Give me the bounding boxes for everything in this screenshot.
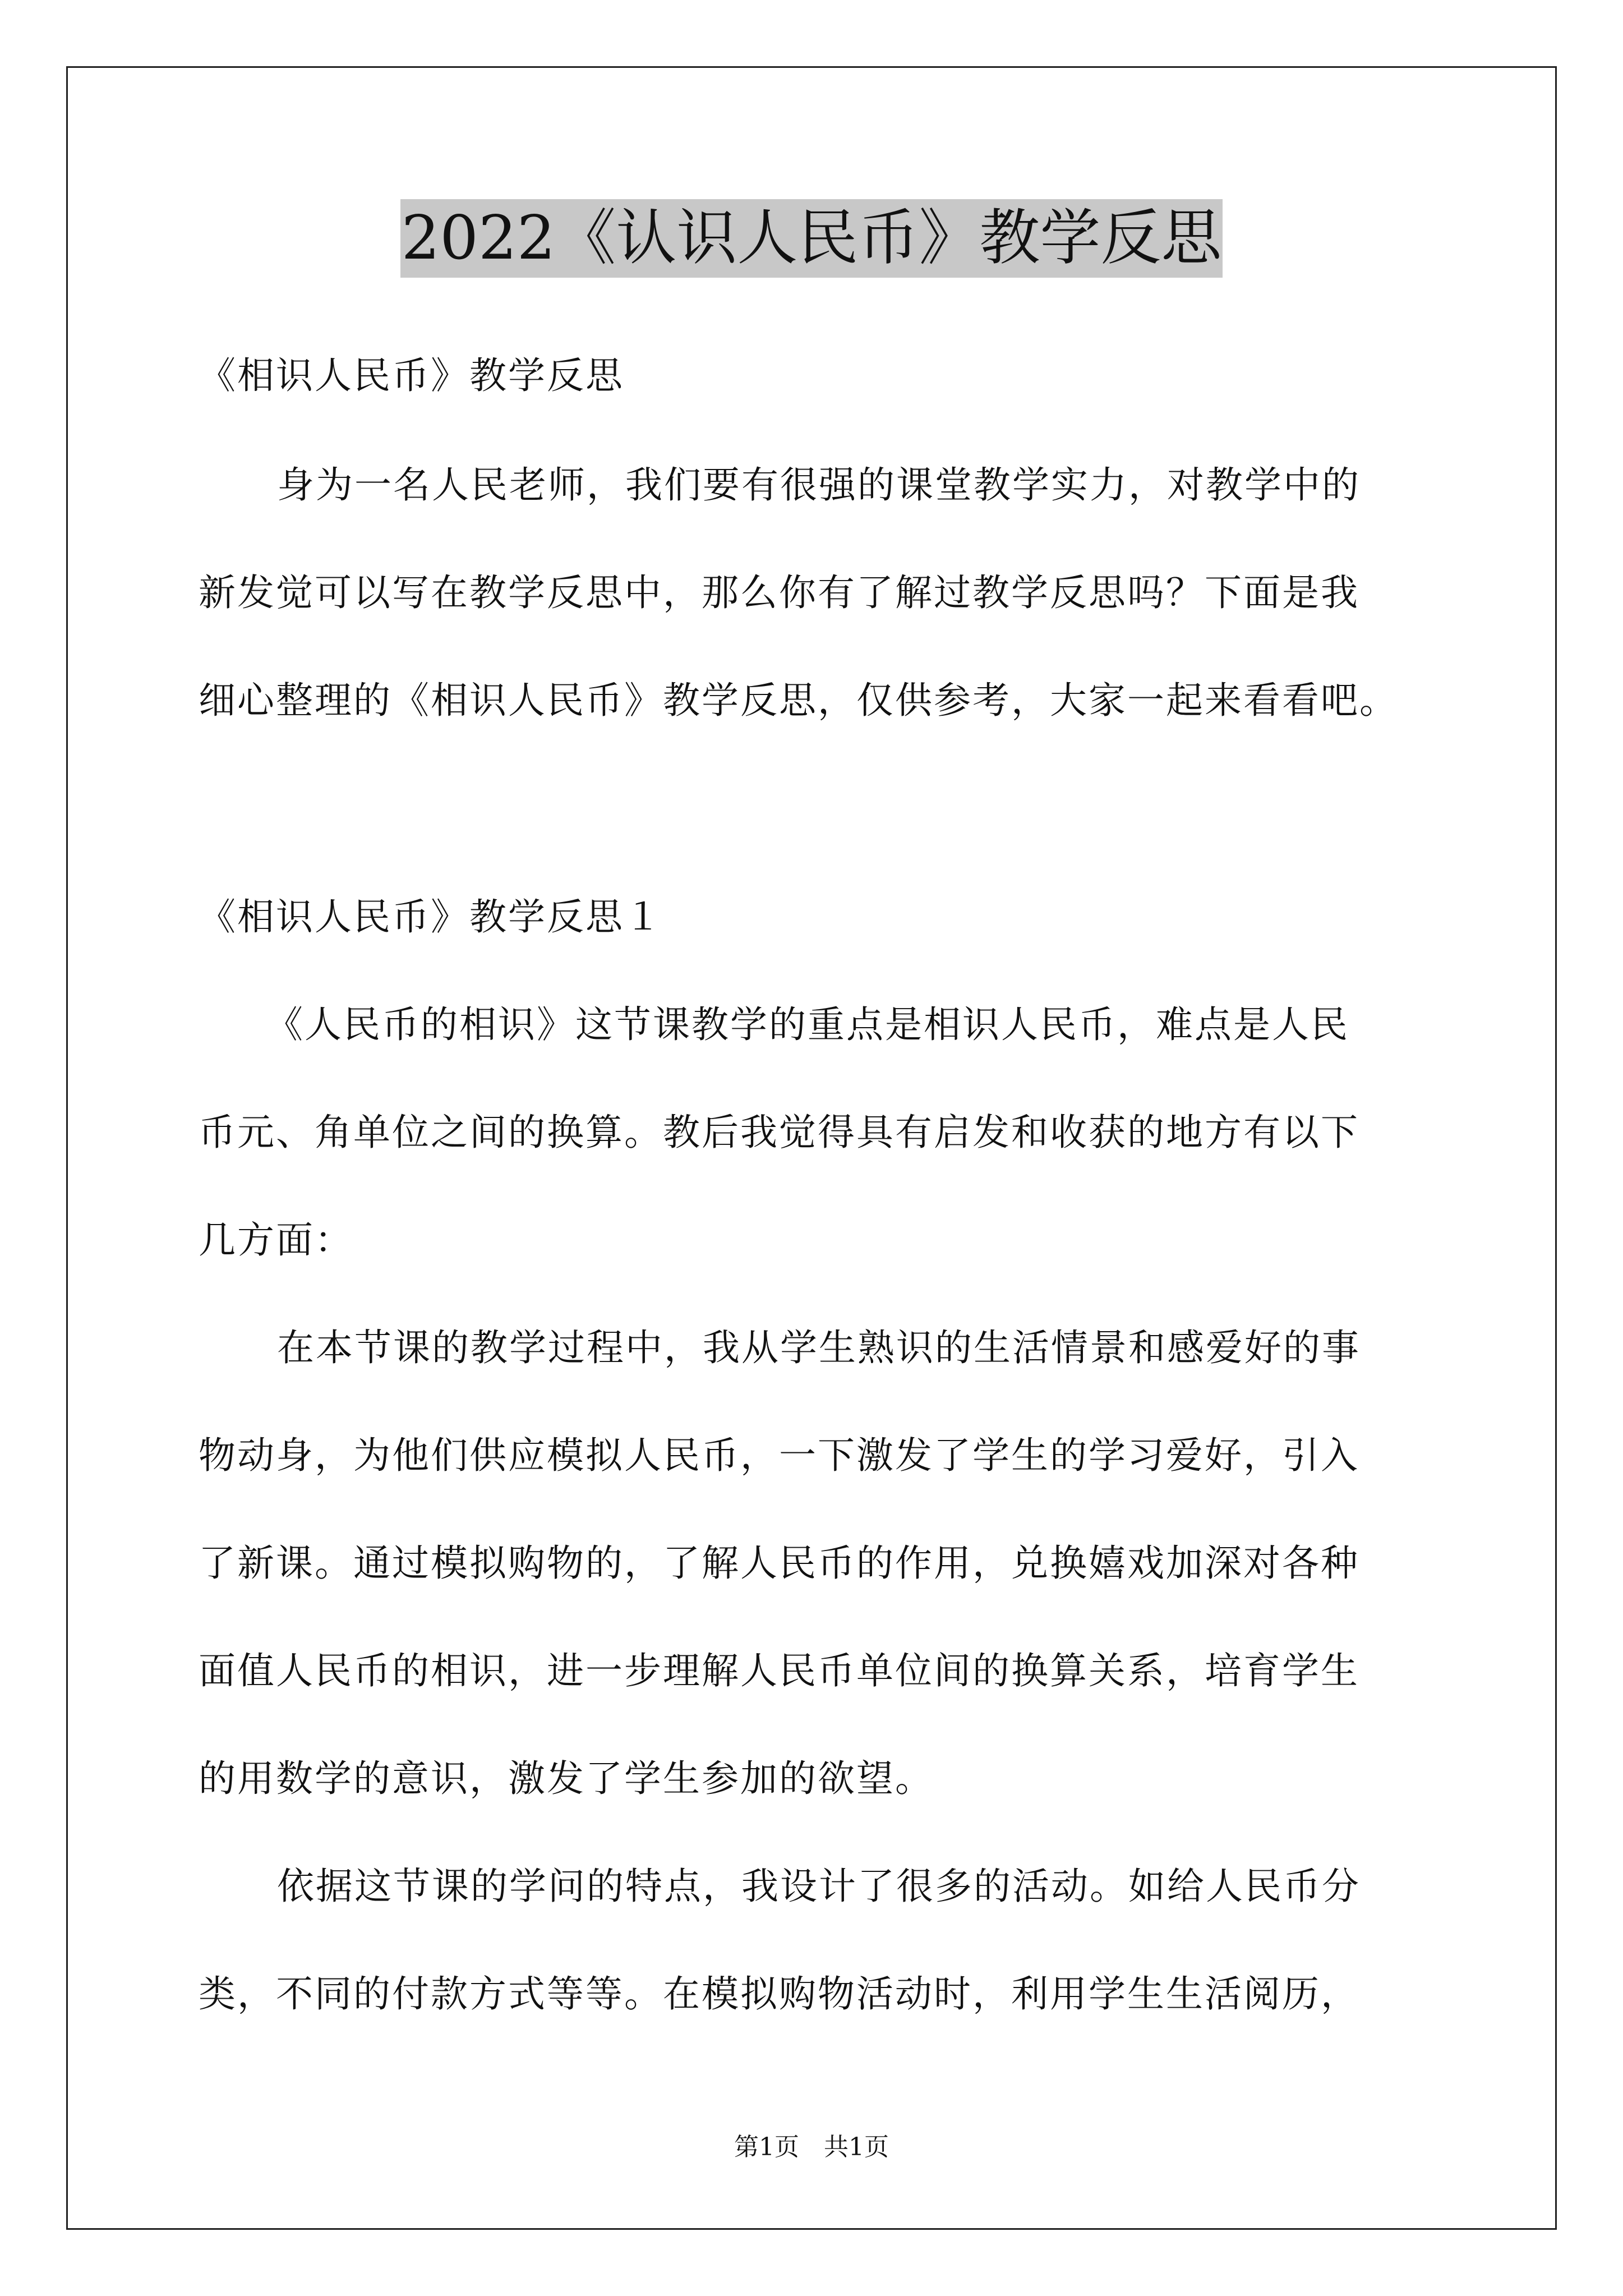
paragraph-line: 的用数学的意识，激发了学生参加的欲望。	[199, 1757, 934, 1800]
page-footer: 第1页 共1页	[734, 2133, 889, 2161]
paragraph-line: 依据这节课的学问的特点，我设计了很多的活动。如给人民币分	[277, 1865, 1361, 1908]
paragraph-line: 细心整理的《相识人民币》教学反思，仅供参考，大家一起来看看吧。	[199, 679, 1398, 722]
paragraph-line: 面值人民币的相识，进一步理解人民币单位间的换算关系，培育学生	[199, 1649, 1359, 1692]
paragraph-line: 身为一名人民老师，我们要有很强的课堂教学实力，对教学中的	[277, 463, 1361, 507]
paragraph-line: 几方面：	[199, 1218, 353, 1262]
paragraph-line: 新发觉可以写在教学反思中，那么你有了解过教学反思吗？下面是我	[199, 571, 1359, 614]
title-container	[0, 199, 1623, 278]
paragraph-line: 在本节课的教学过程中，我从学生熟识的生活情景和感爱好的事	[277, 1326, 1361, 1369]
section-heading: 《相识人民币》教学反思	[199, 354, 624, 397]
section-heading: 《相识人民币》教学反思１	[199, 895, 663, 938]
paragraph-line: 《人民币的相识》这节课教学的重点是相识人民币，难点是人民	[266, 1003, 1349, 1046]
paragraph-line: 币元、角单位之间的换算。教后我觉得具有启发和收获的地方有以下	[199, 1111, 1359, 1154]
paragraph-line: 类，不同的付款方式等等。在模拟购物活动时，利用学生生活阅历，	[199, 1972, 1359, 2016]
paragraph-line: 物动身，为他们供应模拟人民币，一下激发了学生的学习爱好，引入	[199, 1434, 1359, 1477]
paragraph-line: 了新课。通过模拟购物的，了解人民币的作用，兑换嬉戏加深对各种	[199, 1542, 1359, 1585]
document-title: 2022《认识人民币》教学反思	[400, 199, 1223, 278]
